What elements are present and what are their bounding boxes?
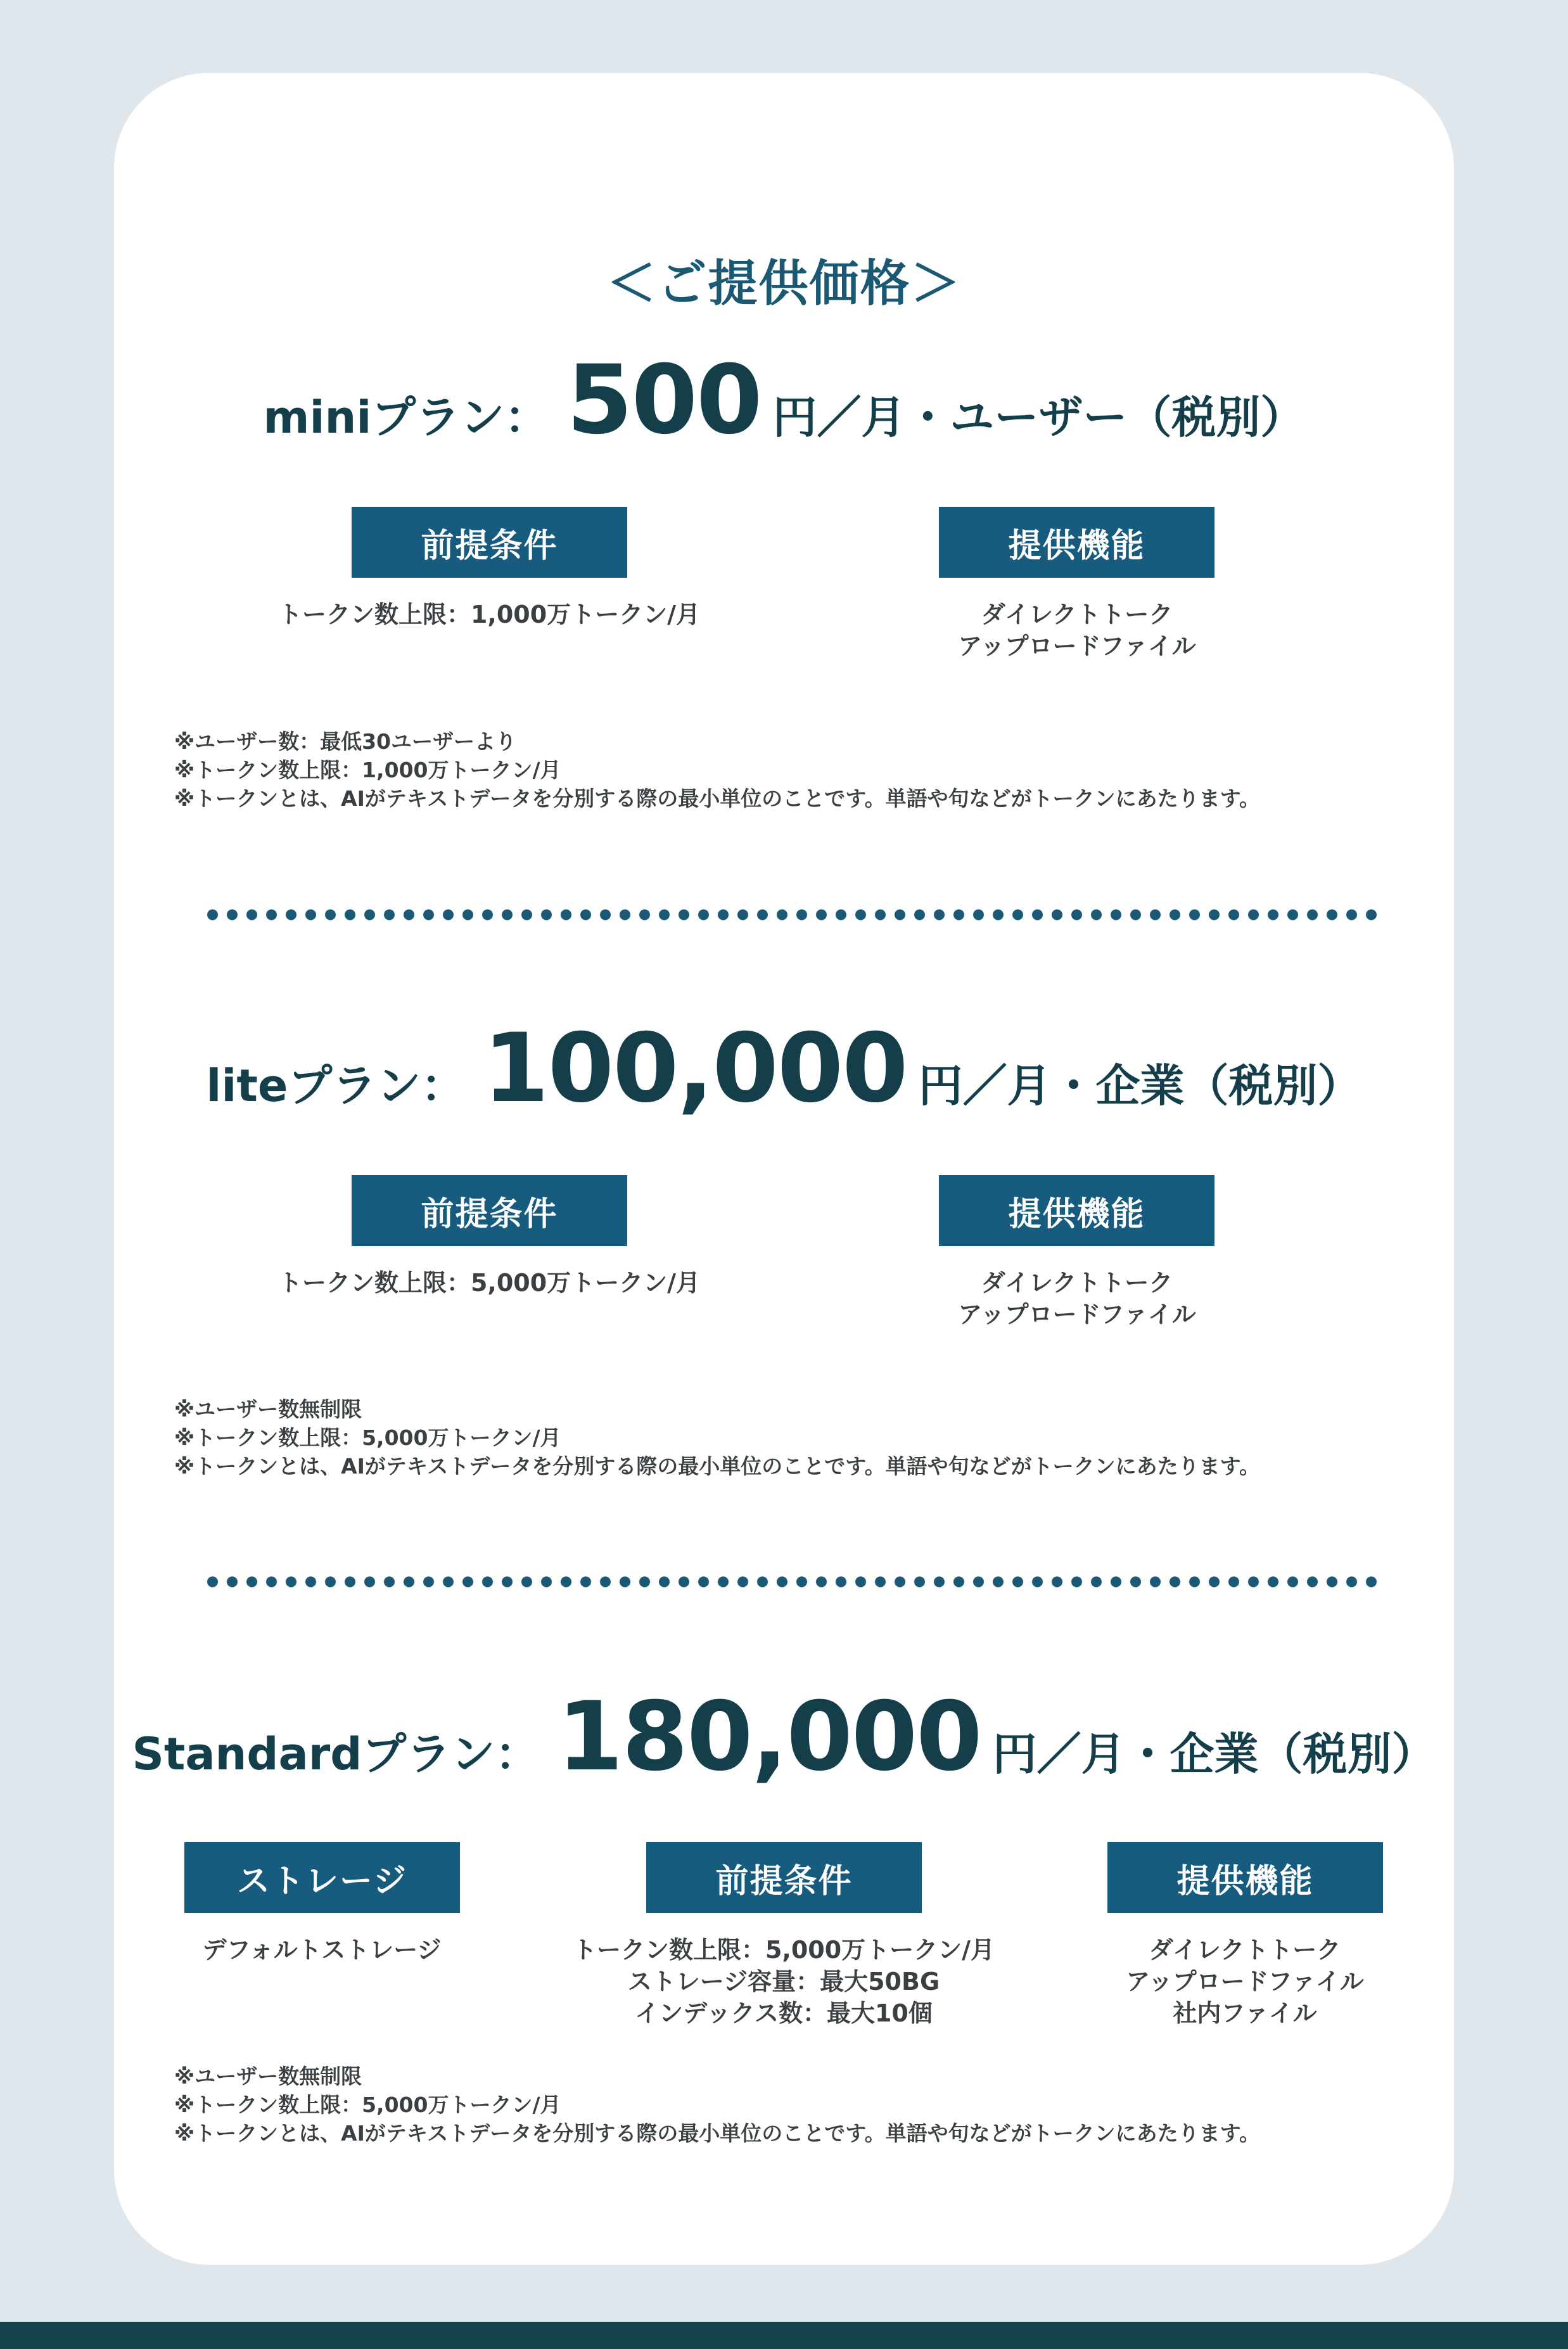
conditions-list bbox=[562, 1934, 1005, 2029]
note-item: ※ユーザー数無制限 bbox=[174, 2064, 362, 2089]
plan-unit: 円／月・企業（税別） bbox=[992, 1728, 1436, 1780]
plan-name: miniプラン： bbox=[263, 392, 549, 443]
feature-item: 社内ファイル bbox=[1173, 1999, 1317, 2027]
condition-item: トークン数上限：5,000万トークン/月 bbox=[277, 1269, 701, 1297]
note-item: ※トークン数上限：5,000万トークン/月 bbox=[174, 2092, 561, 2117]
note-item: ※ユーザー数：最低30ユーザーより bbox=[174, 729, 517, 754]
plan-notes bbox=[174, 1395, 1260, 1480]
badge-conditions: 前提条件 bbox=[352, 507, 627, 578]
plan-heading-mini bbox=[114, 345, 1454, 455]
badge-features: 提供機能 bbox=[1107, 1842, 1383, 1913]
feature-item: アップロードファイル bbox=[1126, 1968, 1364, 1996]
conditions-list bbox=[267, 599, 711, 630]
plan-unit: 円／月・企業（税別） bbox=[918, 1060, 1362, 1112]
plan-heading-standard bbox=[114, 1682, 1454, 1792]
feature-item: ダイレクトトーク bbox=[981, 601, 1173, 628]
features-list bbox=[1023, 1934, 1467, 2029]
plan-unit: 円／月・ユーザー（税別） bbox=[772, 392, 1305, 443]
condition-item: トークン数上限：1,000万トークン/月 bbox=[277, 601, 701, 628]
badge-conditions: 前提条件 bbox=[352, 1175, 627, 1246]
note-item: ※トークンとは、AIがテキストデータを分別する際の最小単位のことです。単語や句などがトークンにあたります。 bbox=[174, 786, 1260, 811]
conditions-list bbox=[267, 1267, 711, 1299]
dotted-divider bbox=[203, 908, 1381, 922]
section-title: ＜ご提供価格＞ bbox=[606, 255, 962, 312]
plan-price: 100,000 bbox=[483, 1014, 907, 1124]
badge-storage: ストレージ bbox=[184, 1842, 460, 1913]
features-list bbox=[855, 599, 1299, 662]
plan-notes bbox=[174, 2062, 1260, 2148]
plan-price: 500 bbox=[566, 345, 762, 455]
plan-price: 180,000 bbox=[557, 1682, 981, 1792]
feature-item: アップロードファイル bbox=[958, 632, 1196, 660]
condition-item: インデックス数：最大10個 bbox=[635, 1999, 933, 2027]
storage-item: デフォルトストレージ bbox=[202, 1936, 442, 1964]
storage-list bbox=[100, 1934, 544, 1966]
badge-features: 提供機能 bbox=[939, 1175, 1214, 1246]
pricing-card bbox=[114, 73, 1454, 2265]
feature-item: ダイレクトトーク bbox=[981, 1269, 1173, 1297]
note-item: ※トークンとは、AIがテキストデータを分別する際の最小単位のことです。単語や句などがトークンにあたります。 bbox=[174, 2121, 1260, 2146]
plan-name: Standardプラン： bbox=[132, 1728, 540, 1780]
note-item: ※トークン数上限：5,000万トークン/月 bbox=[174, 1425, 561, 1450]
feature-item: アップロードファイル bbox=[958, 1301, 1196, 1328]
badge-conditions: 前提条件 bbox=[646, 1842, 922, 1913]
note-item: ※トークン数上限：1,000万トークン/月 bbox=[174, 758, 561, 782]
note-item: ※ユーザー数無制限 bbox=[174, 1397, 362, 1422]
feature-item: ダイレクトトーク bbox=[1149, 1936, 1341, 1964]
footer-bar bbox=[0, 2322, 1568, 2349]
dotted-divider bbox=[203, 1575, 1381, 1589]
condition-item: ストレージ容量：最大50BG bbox=[627, 1968, 940, 1996]
note-item: ※トークンとは、AIがテキストデータを分別する際の最小単位のことです。単語や句などがトークンにあたります。 bbox=[174, 1454, 1260, 1479]
features-list bbox=[855, 1267, 1299, 1330]
plan-notes bbox=[174, 727, 1260, 813]
condition-item: トークン数上限：5,000万トークン/月 bbox=[572, 1936, 995, 1964]
badge-features: 提供機能 bbox=[939, 507, 1214, 578]
plan-name: liteプラン： bbox=[206, 1060, 466, 1112]
plan-heading-lite bbox=[114, 1014, 1454, 1124]
